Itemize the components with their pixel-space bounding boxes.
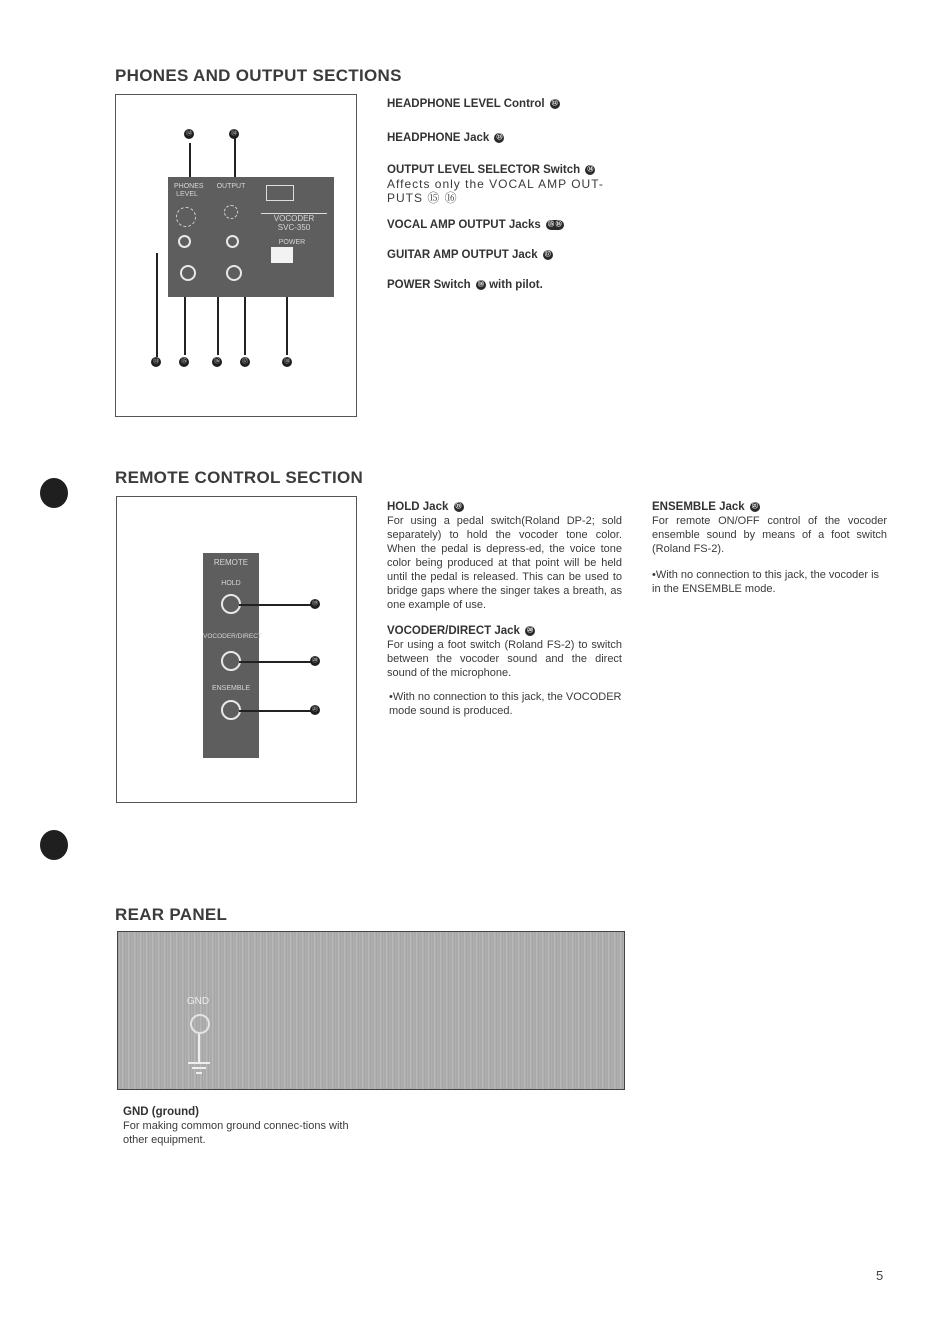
hold-jack[interactable] (221, 594, 241, 614)
vocoder-direct-note: •With no connection to this jack, the VOCODER mode sound is produced. (389, 691, 622, 717)
section-title-phones-output: PHONES AND OUTPUT SECTIONS (115, 66, 402, 85)
section-title-remote: REMOTE CONTROL SECTION (115, 468, 364, 487)
vocoder-label: VOCODER (273, 214, 315, 223)
remote-label: REMOTE (213, 558, 249, 567)
headphone-level-control-heading: HEADPHONE LEVEL Control ⑫ (387, 98, 558, 110)
leader-line (239, 661, 311, 663)
ground-symbol-bar (192, 1067, 206, 1069)
vocal-amp-output-jack-small[interactable] (226, 235, 239, 248)
hold-label: HOLD (221, 580, 241, 587)
callout-14: ⑭ (230, 131, 237, 137)
headphone-jack-small[interactable] (178, 235, 191, 248)
page-number: 5 (876, 1268, 884, 1283)
binder-hole-mark (40, 478, 68, 508)
ensemble-jack-description: For remote ON/OFF control of the vocoder ensemble sound by means of a foot switch (Roland FS-2). (652, 515, 887, 555)
remote-panel (203, 553, 262, 758)
ground-symbol-stem (198, 1034, 200, 1062)
output-label: OUTPUT (216, 183, 246, 190)
vocoder-direct-jack[interactable] (221, 651, 241, 671)
headphone-level-knob[interactable] (176, 207, 196, 227)
callout-20: ⑳ (311, 658, 318, 664)
callout-13: ⑬ (152, 359, 159, 365)
hold-jack-heading: HOLD Jack ⑲ (387, 501, 462, 513)
headphone-jack[interactable] (180, 265, 196, 281)
callout-16: ⑯ (213, 359, 220, 365)
ensemble-note: •With no connection to this jack, the vocoder is in the ENSEMBLE mode. (652, 569, 880, 595)
power-switch-heading: POWER Switch ⑱ with pilot. (387, 279, 543, 291)
leader-line (156, 253, 158, 357)
section-title-rear: REAR PANEL (115, 905, 228, 924)
output-level-selector-switch[interactable] (224, 205, 238, 219)
callout-19: ⑲ (311, 601, 318, 607)
binder-hole-mark (40, 830, 68, 860)
model-label: SVC-350 (277, 223, 311, 232)
callout-21: ㉑ (311, 707, 318, 713)
guitar-amp-output-heading: GUITAR AMP OUTPUT Jack ⑰ (387, 249, 551, 261)
rear-panel-figure (117, 931, 625, 1090)
leader-line (239, 604, 311, 606)
phones-level-label: PHONES LEVEL (174, 183, 204, 198)
gnd-description: For making common ground connec-tions with other equipment. (123, 1120, 349, 1146)
headphone-jack-heading: HEADPHONE Jack ⑬ (387, 132, 503, 144)
vocal-amp-output-jack[interactable] (226, 265, 242, 281)
ensemble-jack[interactable] (221, 700, 241, 720)
gnd-text (123, 1106, 363, 1147)
gnd-heading: GND (ground) (123, 1106, 200, 1118)
remote-text-left (387, 501, 622, 718)
ensemble-label: ENSEMBLE (211, 685, 251, 692)
remote-text-right (652, 501, 887, 596)
output-level-selector-heading: OUTPUT LEVEL SELECTOR Switch ⑭ (387, 164, 594, 176)
ground-symbol-bar (188, 1062, 210, 1064)
vocal-amp-output-heading: VOCAL AMP OUTPUT Jacks ⑮ ⑯ (387, 219, 562, 231)
remote-figure (116, 496, 357, 803)
vocoder-direct-jack-heading: VOCODER/DIRECT Jack ⑳ (387, 625, 534, 637)
callout-15: ⑮ (180, 359, 187, 365)
callout-18: ⑱ (283, 359, 290, 365)
phones-output-item-list (387, 98, 637, 291)
gnd-label: GND (186, 996, 210, 1007)
phones-output-figure (115, 94, 357, 417)
callout-12: ⑫ (185, 131, 192, 137)
phones-output-panel (168, 177, 334, 297)
vocoder-direct-label: VOCODER/DIRECT (203, 633, 262, 640)
hold-jack-description: For using a pedal switch(Roland DP-2; sold separately) to hold the vocoder tone color. When the pedal is depress-ed, the voice tone color being produced at that point will be held until the pedal is released. This can be used to bridge gaps where the singer takes a breath, as one example of use. (387, 515, 622, 611)
vocoder-direct-jack-description: For using a foot switch (Roland FS-2) to switch between the vocoder sound and the direct sound of the microphone. (387, 639, 622, 679)
output-level-selector-description: Affects only the VOCAL AMP OUT-PUTS ⑮ ⑯ (387, 177, 604, 205)
gnd-terminal[interactable] (190, 1014, 210, 1034)
callout-17: ⑰ (241, 359, 248, 365)
ground-symbol-bar (196, 1072, 202, 1074)
roland-logo-box (266, 185, 294, 201)
power-switch[interactable] (271, 247, 293, 263)
power-label: POWER (278, 239, 306, 246)
leader-line (239, 710, 311, 712)
ensemble-jack-heading: ENSEMBLE Jack ㉑ (652, 501, 758, 513)
